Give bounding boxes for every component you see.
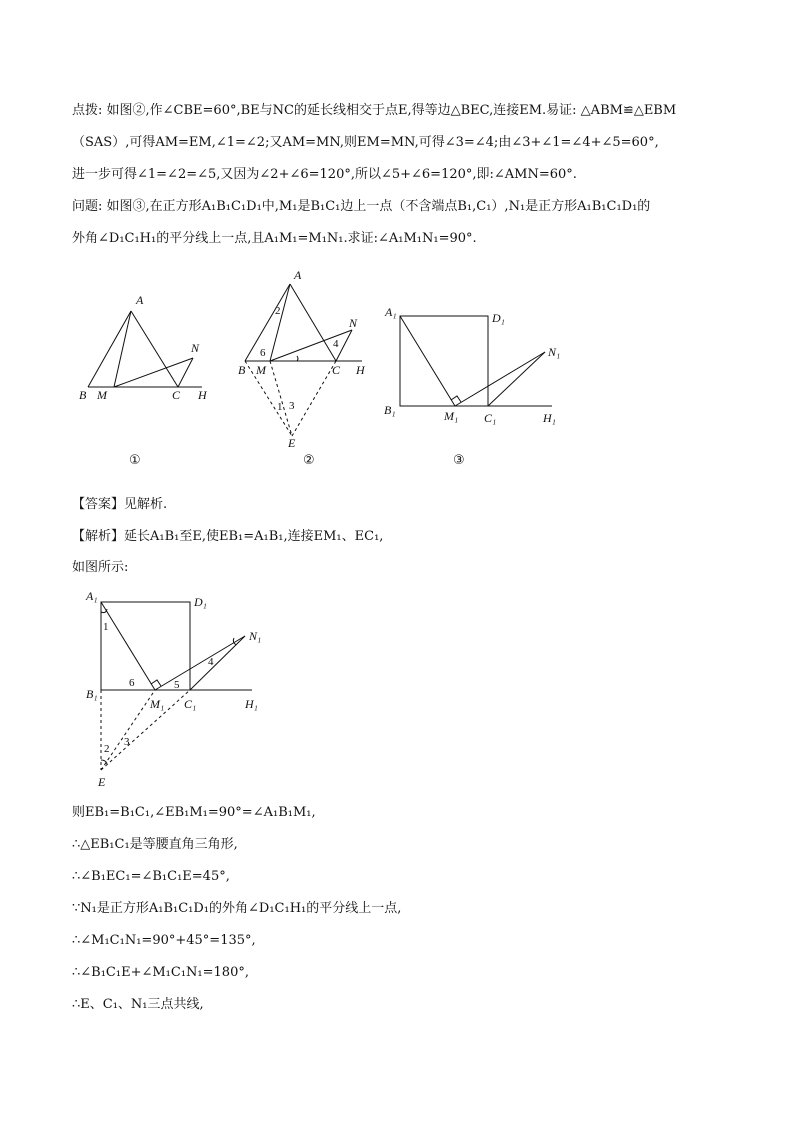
step-6: ∴∠B₁C₁E+∠M₁C₁N₁=180°,: [72, 965, 249, 980]
fig1-label-B: B: [79, 388, 87, 402]
step-7: ∴E、C₁、N₁三点共线,: [72, 997, 204, 1012]
figure-3: [400, 316, 552, 406]
step-4: ∵N₁是正方形A₁B₁C₁D₁的外角∠D₁C₁H₁的平分线上一点,: [72, 901, 402, 916]
problem-line-2: 外角∠D₁C₁H₁的平分线上一点,且A₁M₁=M₁N₁.求证:∠A₁M₁N₁=90°.: [72, 231, 477, 246]
fig4-label-C1: C₁: [184, 697, 197, 711]
hint-line-3: 进一步可得∠1=∠2=∠5,又因为∠2+∠6=120°,所以∠5+∠6=120°,即:∠AMN=60°.: [72, 167, 577, 182]
answer-line: 【答案】见解析.: [72, 497, 168, 512]
fig3-label-C1: C₁: [484, 411, 497, 425]
fig1-label-H: H: [198, 388, 207, 402]
fig1-label-A: A: [136, 293, 144, 307]
fig2-label-A: A: [294, 268, 302, 282]
fig3-label-D1: D₁: [492, 311, 505, 325]
fig1-label-C: C: [172, 388, 181, 402]
step-3: ∴∠B₁EC₁=∠B₁C₁E=45°,: [72, 869, 230, 884]
fig4-angle-6: 6: [129, 677, 135, 689]
fig2-label-H: H: [356, 363, 365, 377]
fig2-label-C: C: [332, 363, 341, 377]
fig4-label-B1: B₁: [86, 687, 98, 701]
fig3-label-H1: H₁: [543, 411, 556, 425]
step-1: 则EB₁=B₁C₁,∠EB₁M₁=90°=∠A₁B₁M₁,: [72, 805, 316, 820]
fig2-caption: ②: [303, 453, 315, 468]
fig4-angle-5: 5: [174, 679, 180, 691]
fig2-angle-6: 6: [260, 347, 266, 359]
fig1-label-M: M: [97, 388, 107, 402]
fig3-label-A1: A₁: [385, 305, 397, 319]
fig1-caption: ①: [129, 453, 141, 468]
fig2-angle-3: 3: [289, 400, 295, 412]
hint-line-2: （SAS）,可得AM=EM,∠1=∠2;又AM=MN,则EM=MN,可得∠3=∠4;由∠3+∠1=∠4+∠5=60°,: [72, 135, 659, 150]
fig4-label-M1: M₁: [150, 697, 165, 711]
fig2-label-N: N: [349, 316, 358, 330]
fig4-label-E: E: [98, 775, 106, 789]
fig2-angle-2: 2: [275, 305, 281, 317]
problem-line-1: 问题: 如图③,在正方形A₁B₁C₁D₁中,M₁是B₁C₁边上一点（不含端点B₁,C₁）,N₁是正方形A₁B₁C₁D₁的: [72, 199, 651, 214]
figure-2: [245, 284, 362, 436]
fig3-label-N1: N₁: [548, 345, 561, 359]
step-2: ∴△EB₁C₁是等腰直角三角形,: [72, 837, 238, 852]
fig4-label-D1: D₁: [194, 595, 207, 609]
analysis-line: 【解析】延长A₁B₁至E,使EB₁=A₁B₁,连接EM₁、EC₁,: [72, 529, 384, 544]
fig4-label-H1: H₁: [245, 697, 258, 711]
fig4-label-N1: N₁: [249, 629, 262, 643]
fig3-caption: ③: [453, 453, 465, 468]
fig2-label-E: E: [288, 436, 296, 450]
fig2-angle-1: 1: [277, 401, 283, 413]
fig4-angle-3: 3: [124, 736, 130, 748]
fig1-label-N: N: [191, 341, 200, 355]
fig2-angle-4: 4: [333, 338, 339, 350]
fig4-angle-4: 4: [208, 656, 214, 668]
fig2-label-M: M: [256, 363, 266, 377]
fig4-angle-1: 1: [103, 621, 109, 633]
fig4-angle-2: 2: [104, 743, 110, 755]
fig3-label-B1: B₁: [384, 403, 396, 417]
figure-1: [88, 311, 202, 387]
step-5: ∴∠M₁C₁N₁=90°+45°=135°,: [72, 933, 256, 948]
as-shown-line: 如图所示:: [72, 560, 129, 575]
fig4-label-A1: A₁: [86, 589, 98, 603]
fig3-label-M1: M₁: [444, 409, 459, 423]
hint-line-1: 点拨: 如图②,作∠CBE=60°,BE与NC的延长线相交于点E,得等边△BEC,连接EM.易证: △ABM≌△EBM: [72, 103, 677, 118]
fig2-label-B: B: [238, 363, 246, 377]
